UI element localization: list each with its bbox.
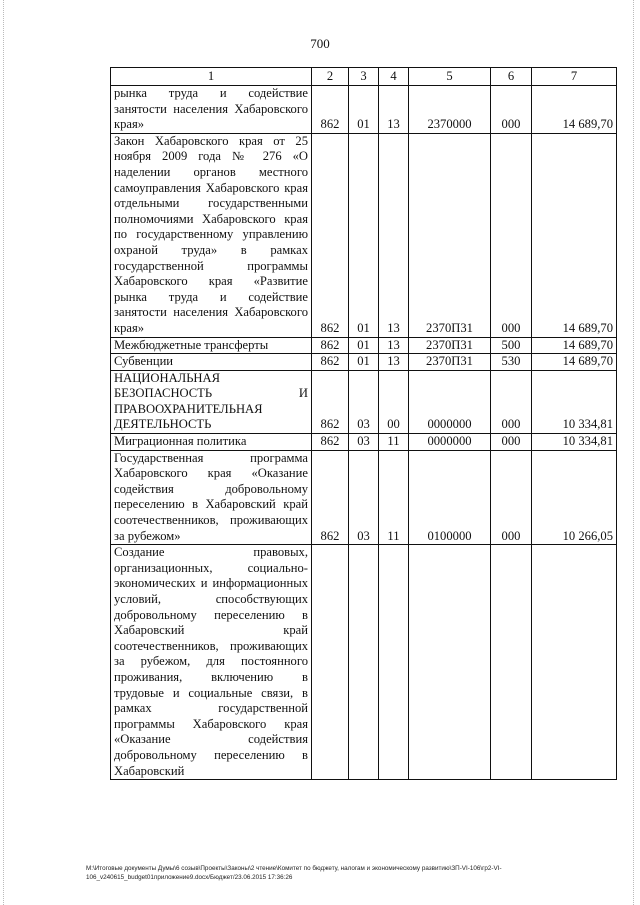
cell-amount: 10 266,05 bbox=[532, 450, 617, 545]
row-description: Закон Хабаровского края от 25 ноября 2009 года № 276 «О наделении органов местного самоуправления Хабаровского края отдельными государственными полномочиями Хабаровского края по государственному управлению охраной труда» в рамках государственной программы Хабаровского края «Развитие рынка труда и содействие занятости населения Хабаровского края» bbox=[111, 133, 312, 337]
cell-target-article: 0100000 bbox=[409, 450, 491, 545]
file-path-footer: M:\Итоговые документы Думы\6 созыв\Проекты\Законы\2 чтение\Комитет по бюджету, налогам и экономическому развитию\ЗП-VI-106\гр2-VI-106_v240615_budget01приложение9.docx/Бюджет/23.06.2015 17:36:26 bbox=[86, 865, 502, 881]
cell-amount: 14 689,70 bbox=[532, 354, 617, 371]
table-row bbox=[111, 370, 617, 433]
cell-ministry: 862 bbox=[312, 450, 349, 545]
table-row bbox=[111, 434, 617, 451]
cell-ministry: 862 bbox=[312, 434, 349, 451]
cell-expense-type: 530 bbox=[491, 354, 532, 371]
cell-expense-type: 000 bbox=[491, 370, 532, 433]
cell-section: 01 bbox=[349, 133, 379, 337]
table-row bbox=[111, 337, 617, 354]
cell-amount: 14 689,70 bbox=[532, 86, 617, 134]
cell-section: 01 bbox=[349, 86, 379, 134]
cell-amount: 10 334,81 bbox=[532, 434, 617, 451]
cell-expense-type bbox=[491, 545, 532, 780]
cell-section: 03 bbox=[349, 434, 379, 451]
budget-table bbox=[110, 67, 617, 780]
table-row bbox=[111, 133, 617, 337]
cell-ministry: 862 bbox=[312, 354, 349, 371]
column-header: 7 bbox=[532, 68, 617, 86]
row-description: Государственная программа Хабаровского края «Оказание содействия добровольному переселению в Хабаровский край соотечественников, проживающих за рубежом» bbox=[111, 450, 312, 545]
cell-expense-type: 000 bbox=[491, 450, 532, 545]
cell-ministry: 862 bbox=[312, 133, 349, 337]
cell-expense-type: 000 bbox=[491, 133, 532, 337]
cell-ministry bbox=[312, 545, 349, 780]
cell-target-article: 2370П31 bbox=[409, 337, 491, 354]
table-row bbox=[111, 450, 617, 545]
cell-ministry: 862 bbox=[312, 337, 349, 354]
cell-target-article: 2370000 bbox=[409, 86, 491, 134]
cell-expense-type: 000 bbox=[491, 86, 532, 134]
right-margin-line bbox=[633, 0, 635, 905]
column-header: 1 bbox=[111, 68, 312, 86]
cell-amount: 14 689,70 bbox=[532, 337, 617, 354]
cell-target-article: 0000000 bbox=[409, 434, 491, 451]
cell-amount: 10 334,81 bbox=[532, 370, 617, 433]
cell-section: 01 bbox=[349, 337, 379, 354]
column-header: 2 bbox=[312, 68, 349, 86]
cell-target-article: 2370П31 bbox=[409, 133, 491, 337]
cell-section: 03 bbox=[349, 370, 379, 433]
row-description: Создание правовых, организационных, социально-экономических и информационных условий, способствующих добровольному переселению в Хабаровский край соотечественников, проживающих за рубежом, для постоянного проживания, включению в трудовые и социальные связи, в рамках государственной программы Хабаровского края «Оказание содействия добровольному переселению в Хабаровский bbox=[111, 545, 312, 780]
page-number: 700 bbox=[310, 36, 330, 51]
column-header: 3 bbox=[349, 68, 379, 86]
table-row bbox=[111, 545, 617, 780]
table-row bbox=[111, 86, 617, 134]
column-header: 6 bbox=[491, 68, 532, 86]
column-header: 5 bbox=[409, 68, 491, 86]
left-margin-line bbox=[3, 0, 5, 905]
cell-subsection: 13 bbox=[379, 86, 409, 134]
cell-section: 01 bbox=[349, 354, 379, 371]
cell-section: 03 bbox=[349, 450, 379, 545]
row-description: Межбюджетные трансферты bbox=[111, 337, 312, 354]
cell-expense-type: 000 bbox=[491, 434, 532, 451]
header-row bbox=[111, 68, 617, 86]
cell-subsection bbox=[379, 545, 409, 780]
cell-expense-type: 500 bbox=[491, 337, 532, 354]
cell-target-article: 0000000 bbox=[409, 370, 491, 433]
row-description: Субвенции bbox=[111, 354, 312, 371]
cell-subsection: 11 bbox=[379, 450, 409, 545]
row-description: рынка труда и содействие занятости населения Хабаровского края» bbox=[111, 86, 312, 134]
cell-target-article: 2370П31 bbox=[409, 354, 491, 371]
cell-ministry: 862 bbox=[312, 370, 349, 433]
cell-subsection: 13 bbox=[379, 354, 409, 371]
cell-amount bbox=[532, 545, 617, 780]
row-description: Миграционная политика bbox=[111, 434, 312, 451]
column-header: 4 bbox=[379, 68, 409, 86]
cell-amount: 14 689,70 bbox=[532, 133, 617, 337]
cell-target-article bbox=[409, 545, 491, 780]
cell-section bbox=[349, 545, 379, 780]
cell-subsection: 13 bbox=[379, 337, 409, 354]
cell-ministry: 862 bbox=[312, 86, 349, 134]
cell-subsection: 13 bbox=[379, 133, 409, 337]
cell-subsection: 00 bbox=[379, 370, 409, 433]
cell-subsection: 11 bbox=[379, 434, 409, 451]
table-row bbox=[111, 354, 617, 371]
row-description: НАЦИОНАЛЬНАЯ БЕЗОПАСНОСТЬ И ПРАВООХРАНИТЕЛЬНАЯ ДЕЯТЕЛЬНОСТЬ bbox=[111, 370, 312, 433]
